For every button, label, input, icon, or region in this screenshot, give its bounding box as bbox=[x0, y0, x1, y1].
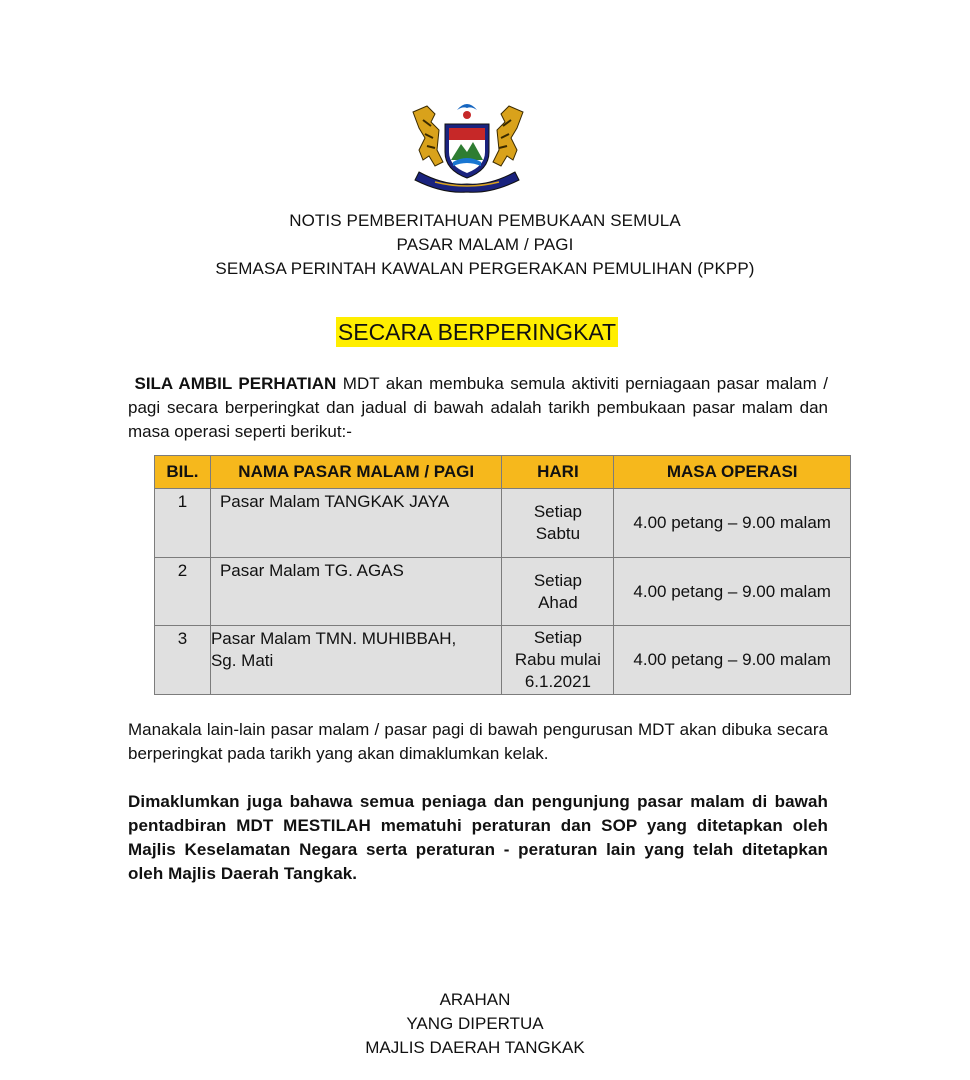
notice-title bbox=[0, 209, 970, 281]
nama-line: Pasar Malam TMN. MUHIBBAH, bbox=[210, 629, 457, 648]
highlight-banner: SECARA BERPERINGKAT bbox=[337, 319, 617, 345]
title-line-3: SEMASA PERINTAH KAWALAN PERGERAKAN PEMULIHAN (PKPP) bbox=[215, 259, 755, 278]
table-row bbox=[155, 489, 851, 558]
hari-line: Setiap bbox=[533, 502, 583, 521]
cell-nama: Pasar Malam TANGKAK JAYA bbox=[210, 489, 502, 558]
cell-nama bbox=[210, 626, 502, 695]
cell-bil: 1 bbox=[155, 489, 211, 558]
compliance-paragraph: Dimaklumkan juga bahawa semua peniaga dan pengunjung pasar malam di bawah pentadbiran MDT MESTILAH mematuhi peraturan dan SOP yang ditetapkan oleh Majlis Keselamatan Negara serta peraturan - peraturan lain yang telah ditetapkan oleh Majlis Daerah Tangkak. bbox=[128, 792, 828, 883]
signoff-line-2: YANG DIPERTUA bbox=[406, 1014, 544, 1033]
hari-line: Rabu mulai bbox=[514, 650, 601, 669]
title-line-1: NOTIS PEMBERITAHUAN PEMBUKAAN SEMULA bbox=[289, 211, 681, 230]
council-crest-icon bbox=[405, 100, 529, 195]
cell-hari bbox=[502, 489, 614, 558]
table-row bbox=[155, 558, 851, 626]
hari-line: Setiap bbox=[533, 570, 583, 590]
hari-line: 6.1.2021 bbox=[524, 672, 591, 691]
intro-paragraph bbox=[128, 372, 828, 444]
cell-hari bbox=[502, 558, 614, 626]
title-line-2: PASAR MALAM / PAGI bbox=[396, 235, 574, 254]
hari-line: Setiap bbox=[533, 628, 583, 647]
signoff-line-1: ARAHAN bbox=[439, 990, 511, 1009]
table-row bbox=[155, 626, 851, 695]
signoff-block bbox=[0, 988, 950, 1060]
schedule-table bbox=[154, 455, 851, 695]
cell-nama: Pasar Malam TG. AGAS bbox=[210, 558, 502, 626]
column-header-bil: BIL. bbox=[155, 456, 211, 489]
cell-masa: 4.00 petang – 9.00 malam bbox=[614, 558, 851, 626]
column-header-masa: MASA OPERASI bbox=[614, 456, 851, 489]
intro-body: MDT akan membuka semula aktiviti perniagaan pasar malam / pagi secara berperingkat dan jadual di bawah adalah tarikh pembukaan pasar malam dan masa operasi seperti berikut:- bbox=[128, 374, 828, 441]
cell-bil: 3 bbox=[155, 626, 211, 695]
signoff-line-3: MAJLIS DAERAH TANGKAK bbox=[365, 1038, 585, 1057]
cell-masa: 4.00 petang – 9.00 malam bbox=[614, 626, 851, 695]
table-header-row bbox=[155, 456, 851, 489]
intro-lead: SILA AMBIL PERHATIAN bbox=[134, 374, 337, 393]
nama-line: Sg. Mati bbox=[210, 651, 274, 670]
second-paragraph: Manakala lain-lain pasar malam / pasar pagi di bawah pengurusan MDT akan dibuka secara berperingkat pada tarikh yang akan dimaklumkan kelak. bbox=[128, 720, 828, 763]
cell-bil: 2 bbox=[155, 558, 211, 626]
cell-hari bbox=[502, 626, 614, 695]
column-header-hari: HARI bbox=[502, 456, 614, 489]
cell-masa: 4.00 petang – 9.00 malam bbox=[614, 489, 851, 558]
hari-line: Ahad bbox=[538, 592, 578, 612]
banner-wrapper bbox=[0, 317, 954, 347]
hari-line: Sabtu bbox=[535, 524, 581, 543]
column-header-nama: NAMA PASAR MALAM / PAGI bbox=[210, 456, 502, 489]
